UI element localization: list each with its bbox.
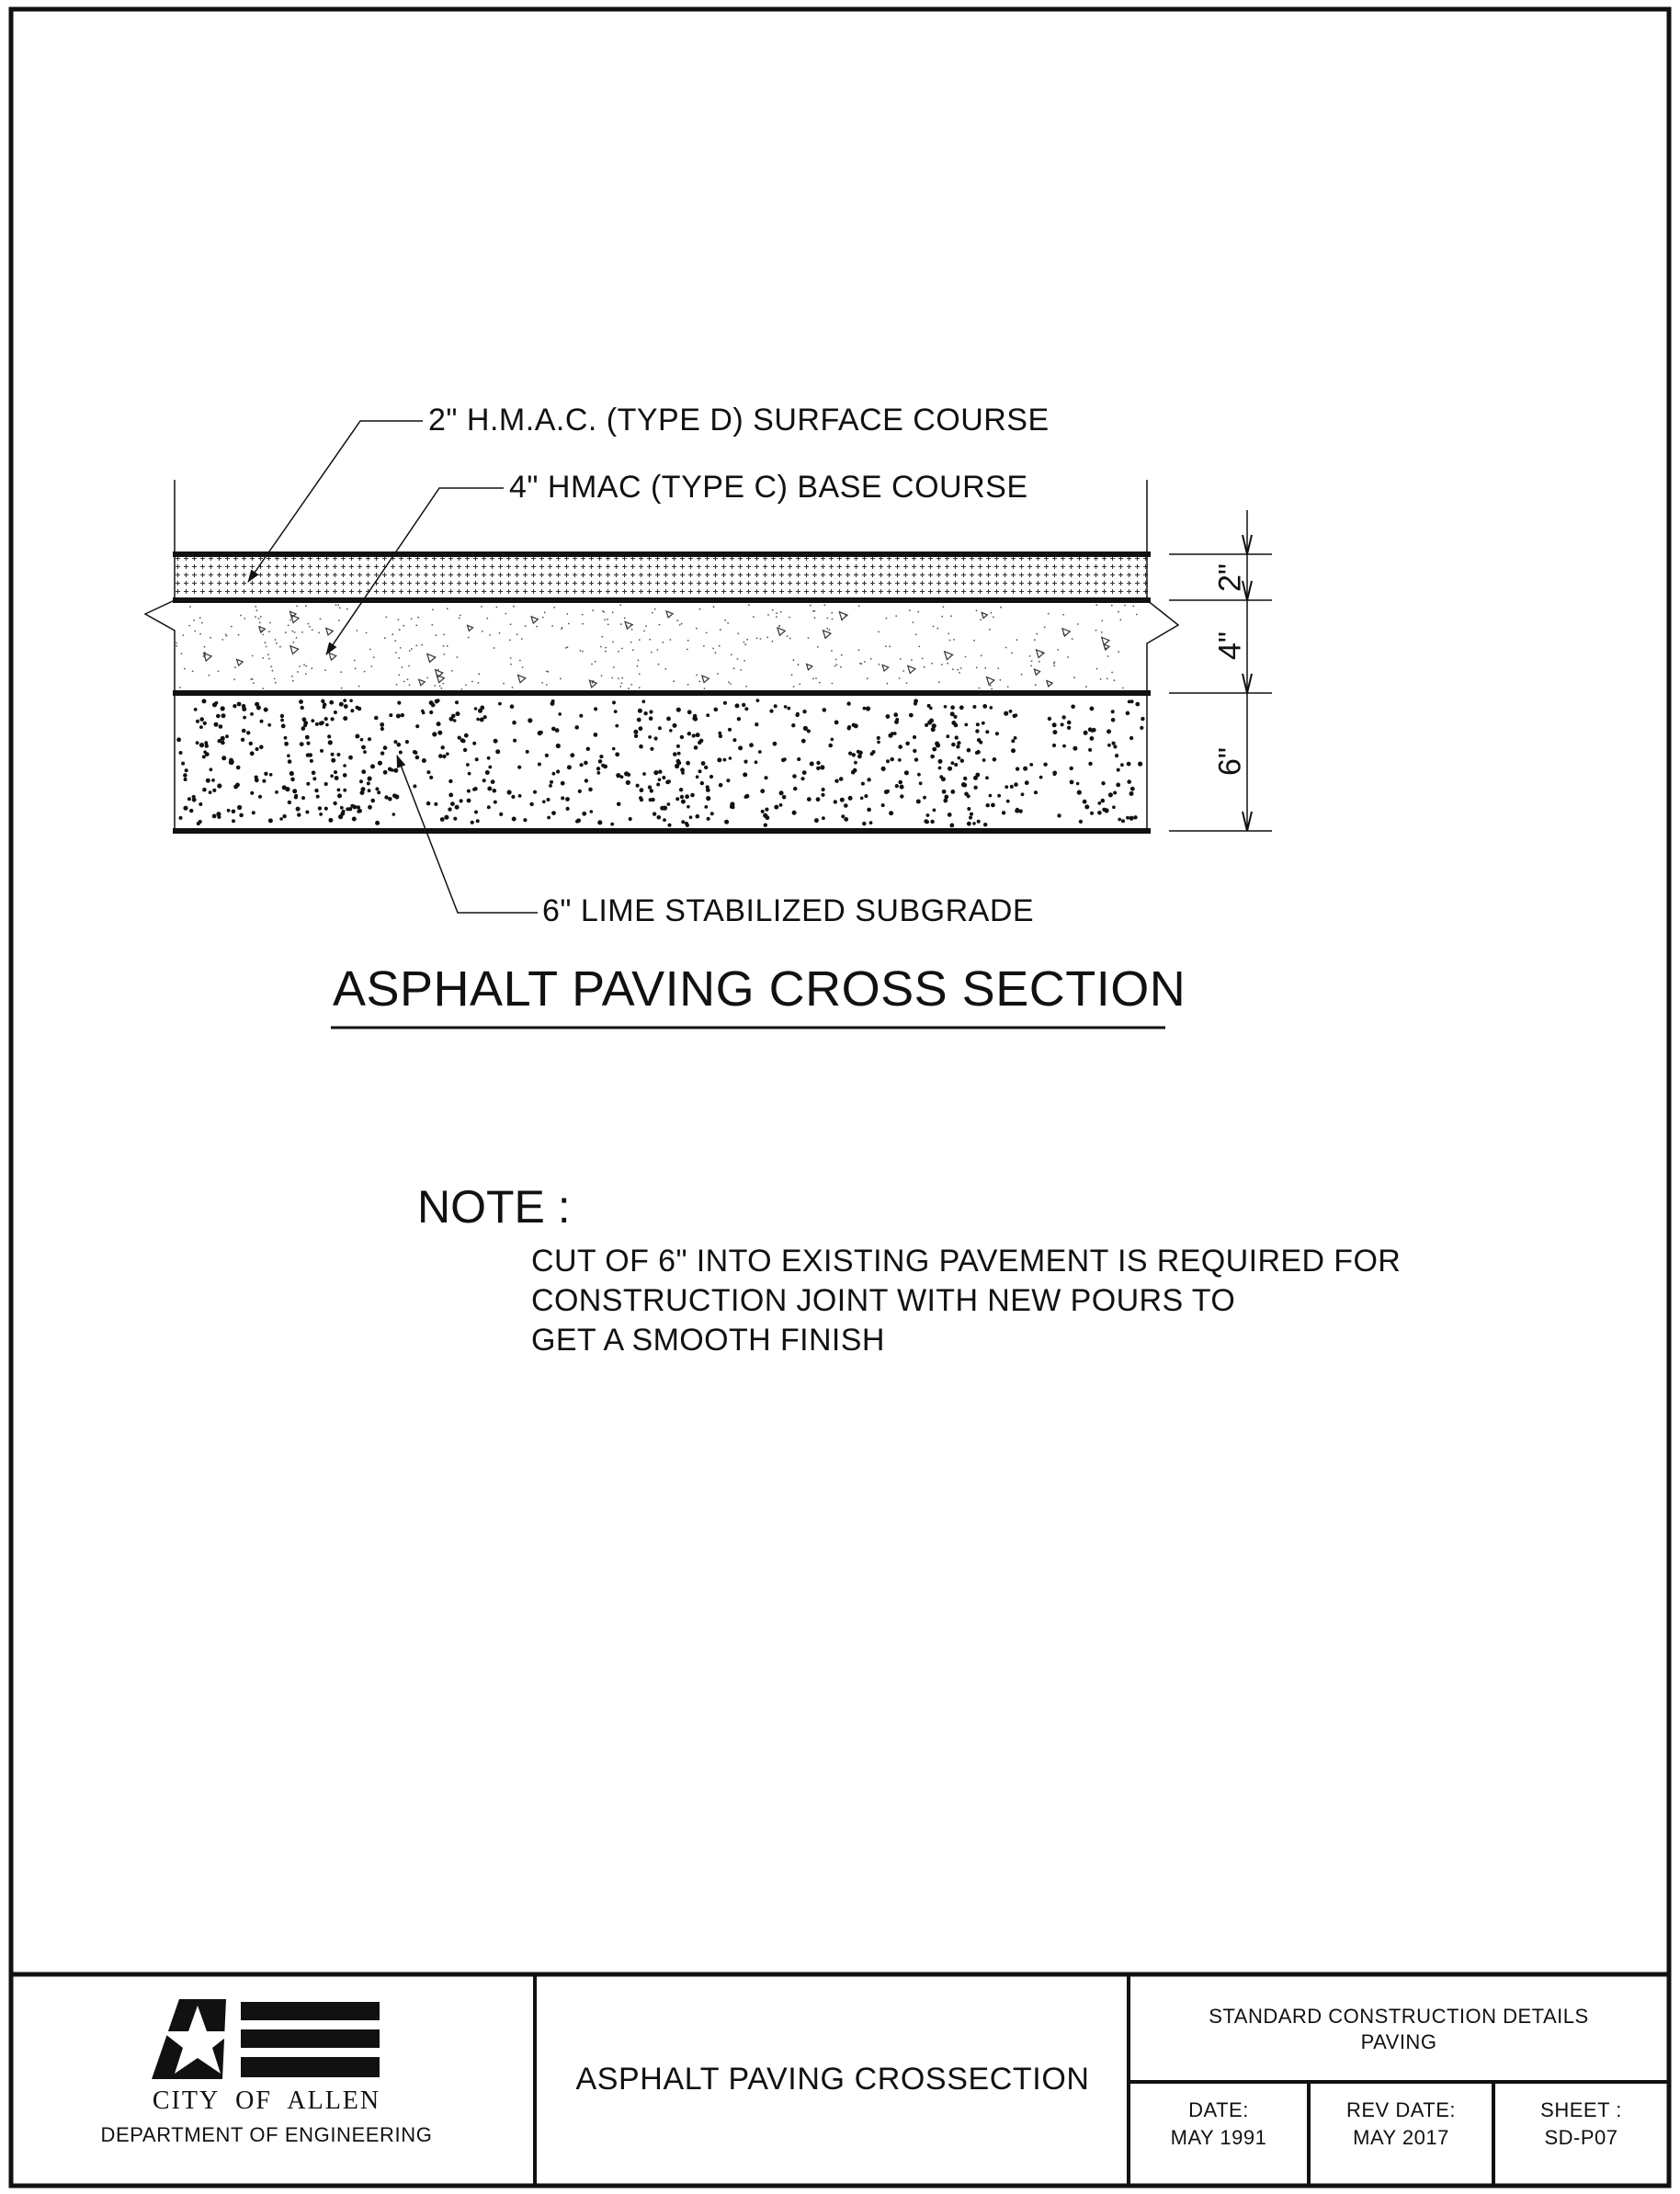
note-line: GET A SMOOTH FINISH: [531, 1323, 885, 1358]
subgrade-layer: [176, 699, 1144, 827]
subgrade-callout: 6" LIME STABILIZED SUBGRADE: [542, 893, 1035, 928]
note-line: CUT OF 6" INTO EXISTING PAVEMENT IS REQUIRED FOR: [531, 1244, 1402, 1279]
surface-dimension-label: 2": [1212, 563, 1248, 592]
date-label: DATE:: [1188, 2098, 1249, 2121]
rev-date-label: REV DATE:: [1345, 2098, 1456, 2121]
title-block-drawing-title: ASPHALT PAVING CROSSECTION: [575, 2062, 1090, 2097]
note-heading: NOTE :: [417, 1181, 571, 1233]
drawing-title: ASPHALT PAVING CROSS SECTION: [333, 961, 1186, 1017]
surface-course-callout: 2" H.M.A.C. (TYPE D) SURFACE COURSE: [428, 403, 1050, 438]
subgrade-leader-line: [397, 756, 538, 913]
city-of-allen-logo: [152, 1999, 380, 2079]
left-break-line: [145, 480, 175, 832]
sheet-number: SD-P07: [1544, 2126, 1618, 2149]
note-line: CONSTRUCTION JOINT WITH NEW POURS TO: [531, 1283, 1236, 1318]
category-line-1: STANDARD CONSTRUCTION DETAILS: [1209, 2005, 1589, 2028]
rev-date-value: MAY 2017: [1353, 2126, 1449, 2149]
right-break-line: [1147, 480, 1178, 832]
subgrade-dimension-label: 6": [1212, 747, 1248, 776]
surface-course-layer: [175, 554, 1149, 600]
date-value: MAY 1991: [1170, 2126, 1267, 2149]
base-dimension-label: 4": [1212, 631, 1248, 660]
page-border: [11, 9, 1669, 2186]
base-course-layer: [176, 604, 1138, 690]
department-name: DEPARTMENT OF ENGINEERING: [100, 2123, 433, 2146]
base-course-callout: 4" HMAC (TYPE C) BASE COURSE: [509, 470, 1028, 505]
category-line-2: PAVING: [1360, 2030, 1437, 2053]
city-name: CITY OF ALLEN: [152, 2086, 381, 2115]
sheet-label: SHEET :: [1540, 2098, 1622, 2121]
